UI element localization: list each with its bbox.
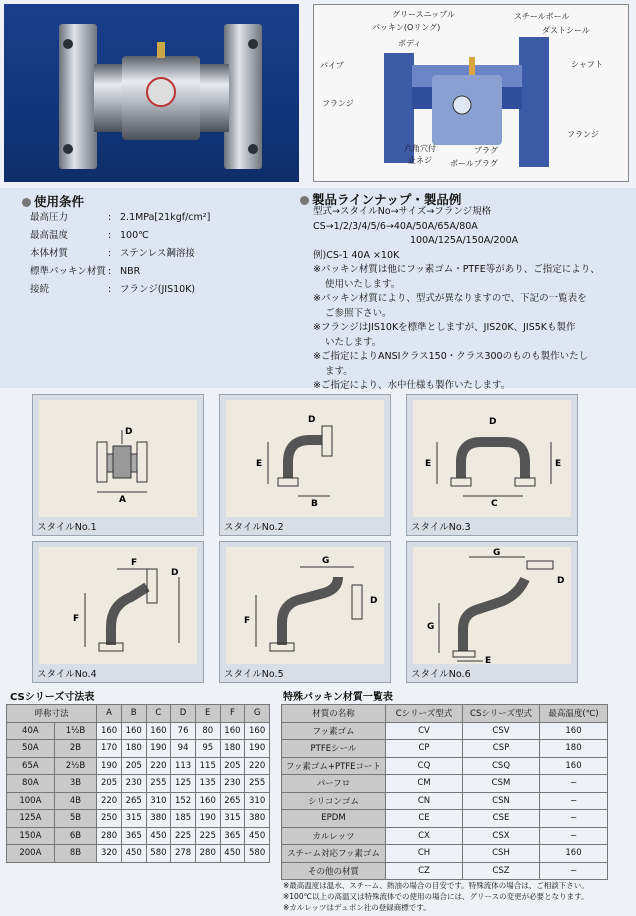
lineup-line: 100A/125A/150A/200A (410, 235, 519, 246)
table-row (282, 810, 608, 828)
table-cell: CP (386, 740, 463, 758)
table-cell: 160 (97, 722, 122, 740)
table-cell: フッ素ゴム+PTFEコート (282, 757, 386, 775)
condition-row (30, 228, 149, 244)
bullet-icon (22, 198, 31, 207)
label-body: ボディ (398, 39, 422, 48)
conditions-title (22, 192, 84, 210)
dims-table-body (7, 722, 270, 862)
label-ball-plug: ボールプラグ (450, 159, 498, 168)
table-cell: 580 (245, 845, 270, 863)
table-cell: 50A (7, 740, 55, 758)
dim-label: D (308, 415, 316, 425)
table-cell: 255 (245, 775, 270, 793)
col-header: B (121, 705, 146, 723)
table-cell: 1½B (54, 722, 96, 740)
table-cell: CH (386, 845, 463, 863)
lineup-line: 例)CS-1 40A ×10K (313, 249, 400, 261)
label-hex-hole: 六角穴付 (404, 144, 436, 153)
dim-label: G (322, 556, 330, 566)
table-cell: 180 (540, 740, 608, 758)
table-row (282, 792, 608, 810)
condition-key: 標準パッキン材質 (30, 266, 106, 277)
table-row (282, 740, 608, 758)
lineup-line: ※ご指定によりANSIクラス150・クラス300のものも製作いたし (313, 351, 589, 362)
table-cell: 450 (245, 827, 270, 845)
lineup-line: 使用いたします。 (325, 278, 401, 290)
table-cell: 2B (54, 740, 96, 758)
lineup-line: ます。 (325, 365, 353, 377)
table-cell: 160 (146, 722, 171, 740)
condition-row (30, 246, 195, 262)
dim-label: E (485, 656, 492, 665)
lineup-line: いたします。 (325, 336, 382, 348)
dim-label: E (555, 459, 562, 469)
dim-label: D (489, 417, 497, 427)
table-cell: 310 (146, 792, 171, 810)
table-cell: カルレッツ (282, 827, 386, 845)
table-cell: 152 (171, 792, 196, 810)
table-row (7, 740, 270, 758)
label-steel-ball: スチールボール (514, 12, 570, 21)
table-header-row (7, 705, 270, 723)
col-header: 最高温度(℃) (540, 705, 608, 723)
table-cell: 230 (121, 775, 146, 793)
table-cell: 190 (245, 740, 270, 758)
table-cell: スチーム対応フッ素ゴム (282, 845, 386, 863)
style-drawing-area (413, 400, 571, 517)
mats-table (281, 704, 608, 880)
lineup-line: 型式→スタイルNo→サイズ→フランジ規格 (313, 206, 492, 217)
dim-label: F (244, 616, 251, 626)
table-cell: 200A (7, 845, 55, 863)
col-header: C (146, 705, 171, 723)
lineup-title-text: 製品ラインナップ・製品例 (312, 192, 462, 207)
table-cell: CV (386, 722, 463, 740)
style-drawing-area (39, 400, 197, 517)
style-label: スタイルNo.1 (37, 522, 97, 533)
table-cell: 180 (121, 740, 146, 758)
dim-label: D (370, 596, 378, 606)
bullet-icon (300, 196, 309, 205)
table-cell: 160 (220, 722, 245, 740)
table-cell: 8B (54, 845, 96, 863)
table-cell: − (540, 775, 608, 793)
dim-label: C (491, 499, 498, 509)
table-cell: 100A (7, 792, 55, 810)
col-header: F (220, 705, 245, 723)
table-cell: CN (386, 792, 463, 810)
condition-key: 本体材質 (30, 248, 69, 259)
table-cell: CSZ (463, 862, 540, 880)
table-cell: − (540, 792, 608, 810)
style-panel-2 (219, 394, 391, 536)
condition-row (30, 210, 210, 226)
table-cell: − (540, 810, 608, 828)
table-cell: CSV (463, 722, 540, 740)
dim-label: F (73, 614, 80, 624)
table-cell: パーフロ (282, 775, 386, 793)
condition-value: フランジ(JIS10K) (120, 284, 196, 295)
lineup-line: ※ご指定により、水中仕様も製作いたします。 (313, 380, 511, 391)
mats-table-title: 特殊パッキン材質一覧表 (283, 692, 393, 703)
table-cell: EPDM (282, 810, 386, 828)
dim-label: F (131, 558, 138, 568)
dim-label: E (256, 459, 263, 469)
table-cell: 220 (97, 792, 122, 810)
style-drawing-area (226, 400, 384, 517)
table-cell: 380 (146, 810, 171, 828)
table-cell: 180 (220, 740, 245, 758)
table-cell: CZ (386, 862, 463, 880)
table-cell: 255 (146, 775, 171, 793)
table-cell: 5B (54, 810, 96, 828)
condition-key: 最高圧力 (30, 212, 69, 223)
table-cell: 160 (195, 792, 220, 810)
table-cell: − (540, 827, 608, 845)
table-row (7, 757, 270, 775)
table-cell: 225 (195, 827, 220, 845)
table-row (7, 845, 270, 863)
table-cell: 265 (121, 792, 146, 810)
table-cell: 6B (54, 827, 96, 845)
dim-label: B (311, 499, 318, 509)
rotary-joint-photo (4, 4, 299, 182)
style-label: スタイルNo.2 (224, 522, 284, 533)
label-pipe: パイプ (320, 61, 344, 70)
table-cell: 450 (220, 845, 245, 863)
table-row (7, 827, 270, 845)
table-cell: 170 (97, 740, 122, 758)
table-row (282, 827, 608, 845)
table-cell: 580 (146, 845, 171, 863)
table-cell: 205 (97, 775, 122, 793)
col-header: Cシリーズ型式 (386, 705, 463, 723)
dim-label: G (493, 548, 501, 558)
dims-table (6, 704, 270, 863)
label-flange-right: フランジ (567, 130, 599, 139)
condition-value: 2.1MPa[21kgf/cm²] (120, 212, 211, 223)
style-label: スタイルNo.5 (224, 669, 284, 680)
condition-value: ステンレス鋼溶接 (120, 248, 195, 259)
table-cell: CSH (463, 845, 540, 863)
condition-key: 最高温度 (30, 230, 69, 241)
table-cell: CSX (463, 827, 540, 845)
table-row (282, 722, 608, 740)
table-cell: 220 (245, 757, 270, 775)
label-plug: プラグ (474, 146, 498, 155)
table-cell: 160 (540, 757, 608, 775)
style-panel-5 (219, 541, 391, 683)
table-row (282, 845, 608, 863)
table-cell: CSN (463, 792, 540, 810)
table-cell: 380 (245, 810, 270, 828)
label-grease-nipple: グリースニップル (392, 10, 455, 19)
col-header: A (97, 705, 122, 723)
note-line: ※カルレッツはデュポン社の登録商標です。 (283, 903, 431, 912)
table-cell: 265 (220, 792, 245, 810)
label-stop-screw: 止ネジ (408, 156, 432, 165)
dim-label: D (125, 427, 133, 437)
table-cell: CSM (463, 775, 540, 793)
colon: : (108, 212, 112, 223)
mats-notes (283, 880, 633, 913)
label-shaft: シャフト (571, 60, 603, 69)
col-header: 材質の名称 (282, 705, 386, 723)
table-cell: 230 (220, 775, 245, 793)
col-header: D (171, 705, 196, 723)
table-cell: CSQ (463, 757, 540, 775)
table-cell: − (540, 862, 608, 880)
table-cell: 3B (54, 775, 96, 793)
lineup-line: CS→1/2/3/4/5/6→40A/50A/65A/80A (313, 220, 478, 232)
table-cell: 225 (171, 827, 196, 845)
table-cell: CSE (463, 810, 540, 828)
style-6-drawing (413, 547, 571, 665)
table-cell: CSP (463, 740, 540, 758)
note-line: ※最高温度は温水、スチーム、熱油の場合の目安です。特殊流体の場合は、ご相談下さい。 (283, 881, 589, 890)
table-row (282, 775, 608, 793)
table-cell: 185 (171, 810, 196, 828)
table-cell: 150A (7, 827, 55, 845)
table-cell: CM (386, 775, 463, 793)
table-row (7, 775, 270, 793)
table-cell: 365 (121, 827, 146, 845)
table-cell: 280 (195, 845, 220, 863)
label-flange-left: フランジ (322, 99, 354, 108)
style-drawing-area (413, 547, 571, 664)
table-cell: 40A (7, 722, 55, 740)
table-cell: その他の材質 (282, 862, 386, 880)
col-header: G (245, 705, 270, 723)
condition-value: 100℃ (120, 230, 149, 241)
label-dust-seal: ダストシール (542, 26, 590, 35)
table-cell: 135 (195, 775, 220, 793)
colon: : (108, 266, 112, 277)
table-cell: 80 (195, 722, 220, 740)
table-cell: 80A (7, 775, 55, 793)
style-3-drawing (413, 400, 571, 518)
table-cell: 220 (146, 757, 171, 775)
style-label: スタイルNo.4 (37, 669, 97, 680)
lineup-body (313, 205, 613, 394)
colon: : (108, 230, 112, 241)
table-row (7, 722, 270, 740)
table-cell: 205 (121, 757, 146, 775)
dim-label: D (171, 568, 179, 578)
table-cell: 278 (171, 845, 196, 863)
style-panel-3 (406, 394, 578, 536)
table-cell: 94 (171, 740, 196, 758)
table-cell: 160 (245, 722, 270, 740)
condition-key: 接続 (30, 284, 50, 295)
table-cell: PTFEシール (282, 740, 386, 758)
table-cell: 160 (540, 845, 608, 863)
style-panel-4 (32, 541, 204, 683)
table-cell: 320 (97, 845, 122, 863)
col-header: E (195, 705, 220, 723)
lineup-line: ※フランジはJIS10Kを標準としますが、JIS20K、JIS5Kも製作 (313, 322, 576, 333)
table-cell: CX (386, 827, 463, 845)
style-panel-1 (32, 394, 204, 536)
col-header: CSシリーズ型式 (463, 705, 540, 723)
conditions-title-text: 使用条件 (34, 194, 85, 209)
dim-label: G (427, 622, 435, 632)
table-row (7, 792, 270, 810)
table-cell: 2½B (54, 757, 96, 775)
table-cell: 190 (146, 740, 171, 758)
table-cell: 76 (171, 722, 196, 740)
style-drawing-area (226, 547, 384, 664)
table-cell: 125 (171, 775, 196, 793)
table-cell: 115 (195, 757, 220, 775)
dims-table-title: CSシリーズ寸法表 (10, 692, 95, 703)
condition-value: NBR (120, 266, 141, 277)
table-cell: 125A (7, 810, 55, 828)
table-cell: 65A (7, 757, 55, 775)
table-cell: CE (386, 810, 463, 828)
note-line: ※100℃以上の高温又は特殊流体での使用の場合には、グリースの変更が必要となります。 (283, 892, 589, 901)
table-cell: 160 (540, 722, 608, 740)
table-cell: 190 (195, 810, 220, 828)
table-cell: 250 (97, 810, 122, 828)
table-cell: 4B (54, 792, 96, 810)
dim-label: A (119, 495, 126, 505)
table-cell: 450 (121, 845, 146, 863)
colon: : (108, 284, 112, 295)
mats-table-body (282, 722, 608, 880)
table-cell: 315 (121, 810, 146, 828)
table-cell: シリコンゴム (282, 792, 386, 810)
style-2-drawing (226, 400, 384, 518)
table-cell: 450 (146, 827, 171, 845)
label-packing: パッキン(Oリング) (372, 23, 441, 32)
lineup-line: ※パッキン材質は他にフッ素ゴム・PTFE等があり、ご指定により、 (313, 264, 600, 275)
dim-label: E (425, 459, 432, 469)
product-photo (4, 4, 299, 182)
colon: : (108, 248, 112, 259)
table-cell: 310 (245, 792, 270, 810)
table-cell: 280 (97, 827, 122, 845)
style-panel-6 (406, 541, 578, 683)
style-4-drawing (39, 547, 197, 665)
cutaway-diagram (313, 4, 629, 182)
dim-label: D (557, 576, 565, 586)
table-cell: 113 (171, 757, 196, 775)
lineup-line: ご参照下さい。 (325, 307, 392, 319)
table-cell: フッ素ゴム (282, 722, 386, 740)
style-5-drawing (226, 547, 384, 665)
style-1-drawing (39, 400, 197, 518)
table-header-row (282, 705, 608, 723)
table-cell: 160 (121, 722, 146, 740)
style-label: スタイルNo.3 (411, 522, 471, 533)
table-cell: 205 (220, 757, 245, 775)
table-cell: 315 (220, 810, 245, 828)
condition-row (30, 282, 195, 298)
table-row (282, 862, 608, 880)
style-drawing-area (39, 547, 197, 664)
table-row (7, 810, 270, 828)
condition-row (30, 264, 140, 280)
table-cell: 95 (195, 740, 220, 758)
lineup-line: ※パッキン材質により、型式が異なりますので、下記の一覧表を (313, 293, 587, 304)
table-cell: 190 (97, 757, 122, 775)
table-cell: 365 (220, 827, 245, 845)
table-cell: CQ (386, 757, 463, 775)
style-label: スタイルNo.6 (411, 669, 471, 680)
table-row (282, 757, 608, 775)
col-header: 呼称寸法 (7, 705, 97, 723)
